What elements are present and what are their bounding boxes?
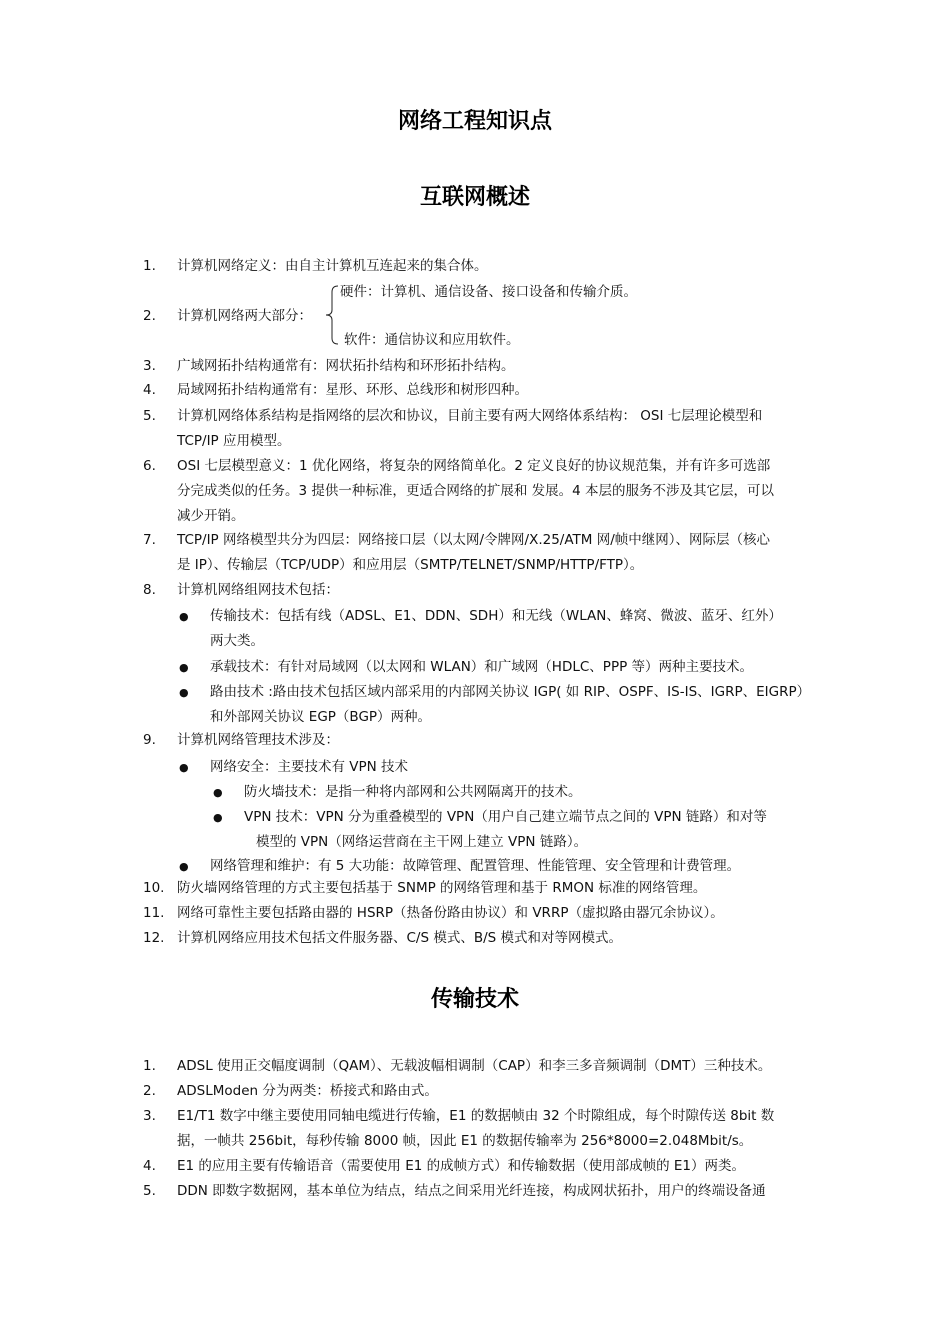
bullet-icon: ● (179, 860, 189, 873)
bullet-icon: ● (179, 610, 189, 623)
sub-bullet-text: VPN 技术：VPN 分为重叠模型的 VPN（用户自己建立端节点之间的 VPN 链路）和对等 (244, 809, 767, 825)
list-number: 3. (143, 358, 156, 374)
list-item-text: ADSL 使用正交幅度调制（QAM）、无载波幅相调制（CAP）和李三多音频调制（DMT）三种技术。 (177, 1058, 772, 1074)
list-number: 5. (143, 408, 156, 424)
list-number: 12. (143, 930, 165, 946)
list-item-text: OSI 七层模型意义：1 优化网络，将复杂的网络简单化。2 定义良好的协议规范集，并有许多可选部 (177, 458, 771, 474)
list-item-text: 计算机网络组网技术包括： (177, 582, 339, 598)
list-number: 5. (143, 1183, 156, 1199)
bullet-icon: ● (213, 811, 223, 824)
list-item-text: 防火墙网络管理的方式主要包括基于 SNMP 的网络管理和基于 RMON 标准的网络管理。 (177, 880, 707, 896)
list-item-text: ADSLModen 分为两类：桥接式和路由式。 (177, 1083, 438, 1099)
branch-text: 硬件：计算机、通信设备、接口设备和传输介质。 (340, 284, 637, 300)
list-number: 9. (143, 732, 156, 748)
list-item-text: 分完成类似的任务。3 提供一种标准，更适合网络的扩展和 发展。4 本层的服务不涉及其它层，可以 (177, 483, 775, 499)
list-number: 6. (143, 458, 156, 474)
list-number: 11. (143, 905, 165, 921)
bullet-text: 承载技术：有针对局域网（以太网和 WLAN）和广域网（HDLC、PPP 等）两种主要技术。 (210, 659, 754, 675)
list-number: 2. (143, 308, 156, 324)
list-item-text: E1 的应用主要有传输语音（需要使用 E1 的成帧方式）和传输数据（使用部成帧的 E1）两类。 (177, 1158, 746, 1174)
bullet-text: 传输技术：包括有线（ADSL、E1、DDN、SDH）和无线（WLAN、蜂窝、微波、蓝牙、红外） (210, 608, 782, 624)
list-number: 4. (143, 382, 156, 398)
list-item-text: 是 IP）、传输层（TCP/UDP）和应用层（SMTP/TELNET/SNMP/HTTP/FTP）。 (177, 557, 644, 573)
brace-icon (324, 284, 340, 346)
list-number: 4. (143, 1158, 156, 1174)
list-number: 8. (143, 582, 156, 598)
branch-text: 软件：通信协议和应用软件。 (344, 332, 520, 348)
list-item-text: DDN 即数字数据网，基本单位为结点，结点之间采用光纤连接，构成网状拓扑，用户的终端设备通 (177, 1183, 766, 1199)
bullet-icon: ● (179, 761, 189, 774)
list-item-text: 网络可靠性主要包括路由器的 HSRP（热备份路由协议）和 VRRP（虚拟路由器冗余协议）。 (177, 905, 724, 921)
section-heading-internet-overview: 互联网概述 (419, 185, 530, 210)
list-item-text: E1/T1 数字中继主要使用同轴电缆进行传输，E1 的数据帧由 32 个时隙组成，每个时隙传送 8bit 数 (177, 1108, 775, 1124)
list-item-text: 局域网拓扑结构通常有：星形、环形、总线形和树形四种。 (177, 382, 528, 398)
list-item-text: 计算机网络应用技术包括文件服务器、C/S 模式、B/S 模式和对等网模式。 (177, 930, 623, 946)
bullet-text: 两大类。 (210, 633, 264, 649)
list-item-text: 广域网拓扑结构通常有：网状拓扑结构和环形拓扑结构。 (177, 358, 515, 374)
list-item-label: 计算机网络两大部分： (177, 308, 312, 324)
list-number: 1. (143, 1058, 156, 1074)
bullet-text: 和外部网关协议 EGP（BGP）两种。 (210, 709, 432, 725)
document-title: 网络工程知识点 (397, 109, 552, 134)
bullet-text: 网络管理和维护：有 5 大功能：故障管理、配置管理、性能管理、安全管理和计费管理。 (210, 858, 741, 874)
list-item-text: TCP/IP 应用模型。 (177, 433, 291, 449)
list-number: 7. (143, 532, 156, 548)
bullet-icon: ● (179, 661, 189, 674)
sub-bullet-text: 模型的 VPN（网络运营商在主干网上建立 VPN 链路）。 (256, 834, 588, 850)
list-item-text: 减少开销。 (177, 508, 245, 524)
section-heading-transmission: 传输技术 (430, 987, 519, 1012)
list-number: 10. (143, 880, 165, 896)
list-number: 3. (143, 1108, 156, 1124)
bullet-icon: ● (213, 786, 223, 799)
list-number: 1. (143, 258, 156, 274)
list-item-text: 计算机网络体系结构是指网络的层次和协议，目前主要有两大网络体系结构： OSI 七层理论模型和 (177, 408, 763, 424)
bullet-text: 路由技术 :路由技术包括区域内部采用的内部网关协议 IGP( 如 RIP、OSPF、IS-IS、IGRP、EIGRP） (210, 684, 811, 700)
bullet-icon: ● (179, 686, 189, 699)
list-item-text: 计算机网络定义：由自主计算机互连起来的集合体。 (177, 258, 488, 274)
list-number: 2. (143, 1083, 156, 1099)
list-item-text: 计算机网络管理技术涉及： (177, 732, 339, 748)
sub-bullet-text: 防火墙技术：是指一种将内部网和公共网隔离开的技术。 (244, 784, 582, 800)
list-item-text: TCP/IP 网络模型共分为四层：网络接口层（以太网/令牌网/X.25/ATM 网/帧中继网）、网际层（核心 (177, 532, 771, 548)
bullet-text: 网络安全：主要技术有 VPN 技术 (210, 759, 409, 775)
list-item-text: 据，一帧共 256bit，每秒传输 8000 帧，因此 E1 的数据传输率为 256*8000=2.048Mbit/s。 (177, 1133, 753, 1149)
